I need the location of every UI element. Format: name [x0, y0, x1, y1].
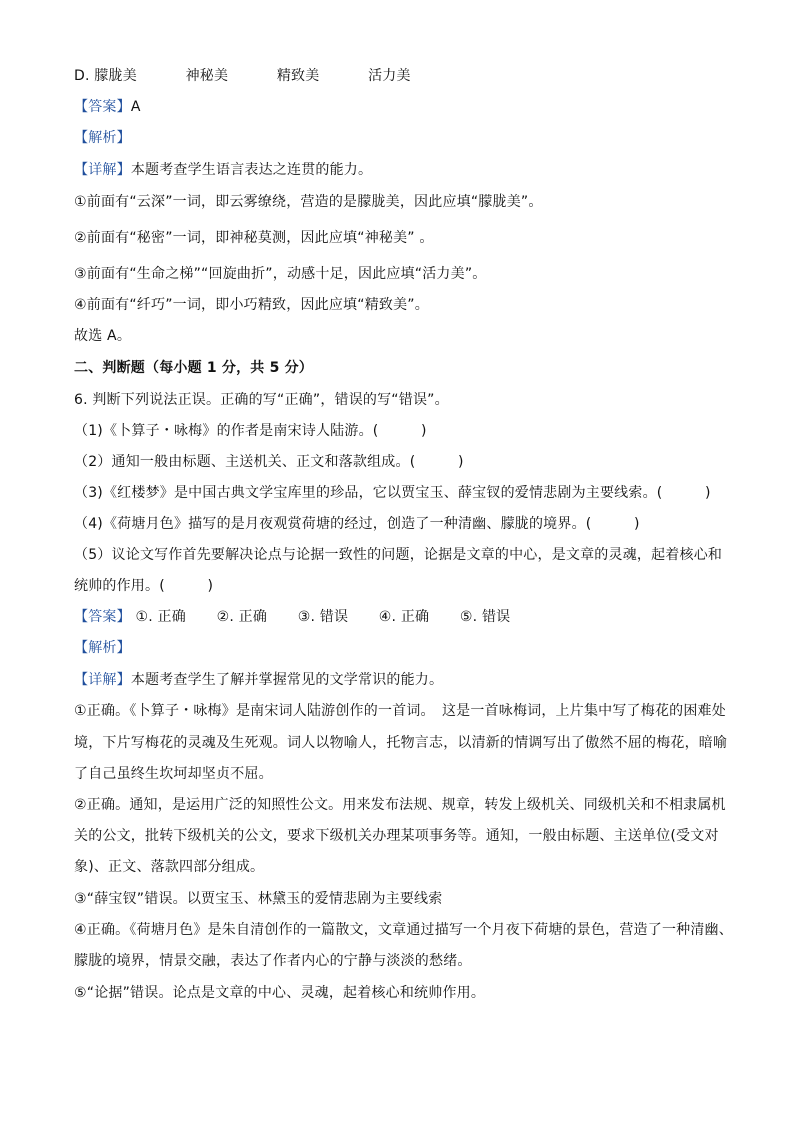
- explanation-line: ①正确。《卜算子・咏梅》是南宋词人陆游创作的一首词。 这是一首咏梅词，上片集中写了梅花的困难处: [74, 703, 726, 719]
- explanation-line: ⑤“论据”错误。论点是文章的中心、灵魂，起着核心和统帅作用。: [74, 985, 486, 1001]
- q5-detail-line: [74, 160, 372, 180]
- explanation-line: ④正确。《荷塘月色》是朱自清创作的一篇散文，文章通过描写一个月夜下荷塘的景色，营造了一种清幽、: [74, 922, 733, 938]
- explanation-line: 关的公文，批转下级机关的公文，要求下级机关办理某项事务等。通知，一般由标题、主送单位(受文对: [74, 828, 719, 844]
- option-d-line: [74, 66, 455, 86]
- detail-intro: 本题考查学生了解并掌握常见的文学常识的能力。: [130, 672, 444, 688]
- detail-tag: 【详解】: [74, 162, 131, 178]
- option-d-item: 活力美: [368, 68, 411, 84]
- q6-detail-line: [74, 670, 443, 690]
- answer-item: ④. 正确: [378, 609, 430, 625]
- q5-answer-line: [74, 97, 141, 117]
- explanation-line: 境，下片写梅花的灵魂及生死观。词人以物喻人，托物言志，以清新的情调写出了傲然不屈的梅花，暗喻: [74, 735, 728, 751]
- q6-analysis-tag: 【解析】: [74, 640, 131, 656]
- q6-item: （5）议论文写作首先要解决论点与论据一致性的问题，论据是文章的中心，是文章的灵魂，起着核心和: [74, 547, 723, 563]
- detail-intro: 本题考查学生语言表达之连贯的能力。: [130, 162, 373, 178]
- answer-tag: 【答案】: [74, 99, 131, 115]
- section-heading: 二、判断题（每小题 1 分，共 5 分）: [74, 360, 313, 376]
- q6-item: （3)《红楼梦》是中国古典文学宝库里的珍品，它以贾宝玉、薛宝钗的爱情悲剧为主要线索。( ): [74, 485, 711, 501]
- option-d-item: 朦胧美: [94, 68, 137, 84]
- answer-item: ①. 正确: [135, 609, 186, 625]
- q6-item: 统帅的作用。( ): [74, 578, 214, 594]
- answer-tag: 【答案】: [74, 609, 131, 625]
- explanation-line: 朦胧的境界，情景交融，表达了作者内心的宁静与淡淡的愁绪。: [74, 953, 472, 969]
- q6-item: （1)《卜算子・咏梅》的作者是南宋诗人陆游。( ): [74, 423, 427, 439]
- q6-item: （4)《荷塘月色》描写的是月夜观赏荷塘的经过，创造了一种清幽、朦胧的境界。( ): [74, 516, 640, 532]
- q5-point: ②前面有“秘密”一词，即神秘莫测，因此应填“神秘美” 。: [74, 230, 434, 246]
- q6-item: （2）通知一般由标题、主送机关、正文和落款组成。( ): [74, 454, 464, 470]
- q5-point: ①前面有“云深”一词，即云雾缭绕，营造的是朦胧美，因此应填“朦胧美”。: [74, 194, 543, 210]
- answer-item: ③. 错误: [297, 609, 349, 625]
- q5-point: ③前面有“生命之梯”“回旋曲折”，动感十足，因此应填“活力美”。: [74, 266, 487, 282]
- explanation-line: 象)、正文、落款四部分组成。: [74, 859, 265, 875]
- answer-value: A: [130, 99, 141, 115]
- option-d-item: 神秘美: [185, 68, 229, 84]
- explanation-line: ③“薛宝钗”错误。以贾宝玉、林黛玉的爱情悲剧为主要线索: [74, 891, 443, 907]
- explanation-line: 了自己虽终生坎坷却坚贞不屈。: [74, 766, 273, 782]
- q5-point: ④前面有“纤巧”一词，即小巧精致，因此应填“精致美”。: [74, 297, 429, 313]
- q6-stem: 6. 判断下列说法正误。正确的写“正确”，错误的写“错误”。: [74, 392, 449, 408]
- detail-tag: 【详解】: [74, 672, 131, 688]
- option-d-item: 精致美: [276, 68, 320, 84]
- answer-item: ②. 正确: [216, 609, 268, 625]
- option-d-label: D.: [74, 68, 90, 84]
- explanation-line: ②正确。通知，是运用广泛的知照性公文。用来发布法规、规章，转发上级机关、同级机关和不相隶属机: [74, 797, 726, 813]
- q5-conclusion: 故选 A。: [74, 328, 132, 344]
- q6-answer-line: [74, 607, 536, 627]
- answer-item: ⑤. 错误: [459, 609, 511, 625]
- q5-analysis-tag: 【解析】: [74, 130, 131, 146]
